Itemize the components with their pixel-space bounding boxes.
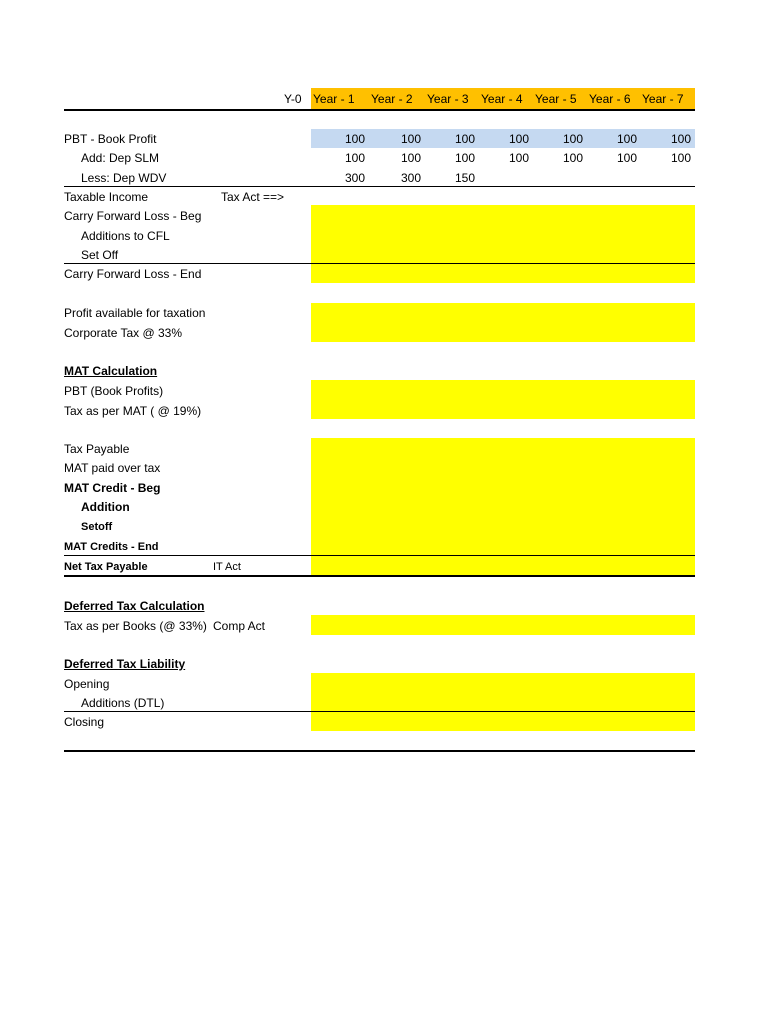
dep-slm-label: Add: Dep SLM <box>81 151 160 165</box>
profit-tax-band <box>311 303 695 342</box>
dtl-heading: Deferred Tax Liability <box>64 657 186 671</box>
mat-credit-beg-label: MAT Credit - Beg <box>64 481 161 495</box>
cfl-beg-label: Carry Forward Loss - Beg <box>64 209 202 223</box>
year-3-header: Year - 3 <box>427 92 469 106</box>
header-rule <box>64 109 695 111</box>
dep-slm-value-y5: 100 <box>562 151 583 165</box>
closing-band <box>311 712 695 731</box>
net-tax-bottom-rule <box>64 575 695 577</box>
deferred-calc-heading: Deferred Tax Calculation <box>64 599 205 613</box>
opening-label: Opening <box>64 677 110 691</box>
year-4-header: Year - 4 <box>481 92 523 106</box>
mat-calculation-heading: MAT Calculation <box>64 364 158 378</box>
tax-act-note: Tax Act ==> <box>221 190 285 204</box>
net-tax-band <box>311 556 695 575</box>
pbt-value-y5: 100 <box>562 132 583 146</box>
year-1-header: Year - 1 <box>313 92 355 106</box>
dep-slm-value-y4: 100 <box>508 151 529 165</box>
bottom-rule <box>64 750 695 752</box>
cfl-end-label: Carry Forward Loss - End <box>64 267 202 281</box>
taxable-income-label: Taxable Income <box>64 190 149 204</box>
tax-books-band <box>311 615 695 635</box>
tax-payable-label: Tax Payable <box>64 442 130 456</box>
mat-paid-label: MAT paid over tax <box>64 461 161 475</box>
closing-label: Closing <box>64 715 105 729</box>
dtl-band <box>311 673 695 712</box>
dep-wdv-value-y3: 150 <box>454 171 475 185</box>
year-2-header: Year - 2 <box>371 92 413 106</box>
corporate-tax-label: Corporate Tax @ 33% <box>64 326 183 340</box>
year-7-header: Year - 7 <box>642 92 684 106</box>
year-6-header: Year - 6 <box>589 92 631 106</box>
tax-mat-label: Tax as per MAT ( @ 19%) <box>64 404 202 418</box>
it-act-note: IT Act <box>213 561 241 573</box>
comp-act-note: Comp Act <box>213 619 266 633</box>
pbt-label: PBT - Book Profit <box>64 132 157 146</box>
tax-books-label: Tax as per Books (@ 33%) <box>64 619 207 633</box>
net-tax-label: Net Tax Payable <box>64 561 148 573</box>
dep-slm-value-y2: 100 <box>400 151 421 165</box>
set-off-label: Set Off <box>81 248 119 262</box>
mat-band <box>311 380 695 419</box>
pbt-value-y1: 100 <box>344 132 365 146</box>
pbt-value-y7: 100 <box>670 132 691 146</box>
year-5-header: Year - 5 <box>535 92 577 106</box>
tax-payable-band <box>311 438 695 555</box>
year-0-header: Y-0 <box>284 92 302 106</box>
additions-dtl-label: Additions (DTL) <box>81 696 165 710</box>
dep-wdv-value-y1: 300 <box>344 171 365 185</box>
pbt-value-y3: 100 <box>454 132 475 146</box>
dep-wdv-value-y2: 300 <box>400 171 421 185</box>
profit-available-label: Profit available for taxation <box>64 306 206 320</box>
dep-slm-value-y3: 100 <box>454 151 475 165</box>
dep-slm-value-y6: 100 <box>616 151 637 165</box>
taxable-income-rule <box>64 186 695 187</box>
mat-addition-label: Addition <box>81 500 130 514</box>
pbt-value-y6: 100 <box>616 132 637 146</box>
mat-setoff-label: Setoff <box>81 521 113 533</box>
dep-slm-value-y7: 100 <box>670 151 691 165</box>
cfl-additions-label: Additions to CFL <box>81 229 170 243</box>
cfl-end-band <box>311 264 695 283</box>
cfl-highlight-band <box>311 205 695 263</box>
dep-wdv-label: Less: Dep WDV <box>81 171 167 185</box>
mat-credits-end-label: MAT Credits - End <box>64 541 159 553</box>
pbt-value-y4: 100 <box>508 132 529 146</box>
dep-slm-value-y1: 100 <box>344 151 365 165</box>
pbt-value-y2: 100 <box>400 132 421 146</box>
pbt-book-label: PBT (Book Profits) <box>64 384 164 398</box>
